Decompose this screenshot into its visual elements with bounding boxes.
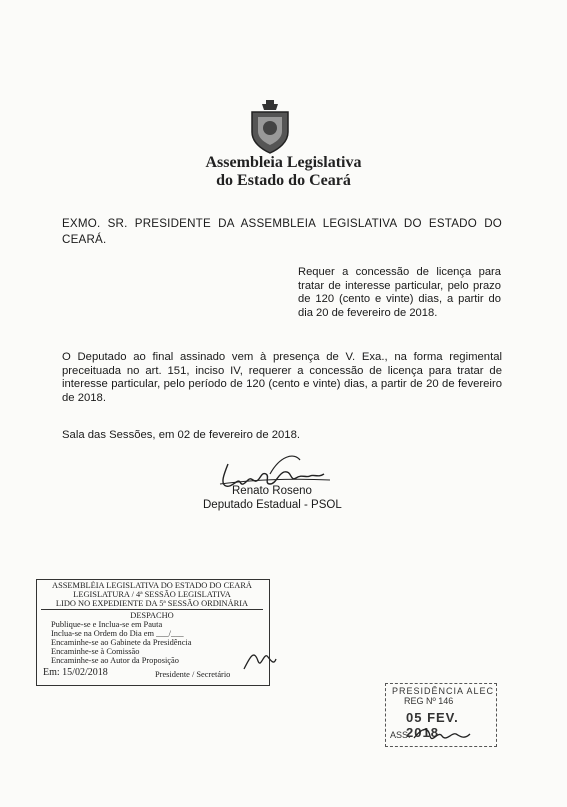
stamp-line-1: ASSEMBLÉIA LEGISLATIVA DO ESTADO DO CEARÁ [52, 581, 252, 590]
institution-name: Assembleia Legislativa [205, 154, 362, 171]
handwritten-signature [200, 444, 360, 490]
stamp-date: Em: 15/02/2018 [43, 667, 108, 678]
signatory-role: Deputado Estadual - PSOL [203, 499, 342, 511]
despacho-stamp [36, 579, 270, 686]
stamp-option-1: Publique-se e Inclua-se em Pauta [51, 620, 163, 629]
protocol-stamp [385, 683, 497, 747]
handwritten-initials [240, 645, 280, 675]
protocol-ass: ASS. [390, 730, 411, 740]
protocol-date: 05 FEV. 2018 [406, 710, 459, 740]
stamp-line-3: LIDO NO EXPEDIENTE DA 5ª SESSÃO ORDINÁRIA [55, 599, 249, 608]
protocol-reg: REG Nº 146 [404, 696, 454, 706]
place-date: Sala das Sessões, em 02 de fevereiro de 2018. [62, 429, 301, 441]
stamp-heading: DESPACHO [41, 609, 263, 620]
stamp-option-2: Inclua-se na Ordem do Dia em ___/___ [51, 629, 184, 638]
protocol-signature [412, 724, 482, 744]
stamp-line-2: LEGISLATURA / 4ª SESSÃO LEGISLATIVA [73, 590, 231, 599]
signatory-name: Renato Roseno [232, 485, 312, 497]
stamp-option-3: Encaminhe-se ao Gabinete da Presidência [51, 638, 192, 647]
state-crest-logo [248, 100, 292, 154]
stamp-option-5: Encaminhe-se ao Autor da Proposição [51, 656, 179, 665]
request-body: O Deputado ao final assinado vem à presença de V. Exa., na forma regimental preceituada no art. 151, inciso IV, requerer a concessão de licença para tratar de interesse particular, pelo período de 120 (cento e vinte) dias, a partir de 20 de fevereiro de 2018. [62, 351, 502, 404]
stamp-option-4: Encaminhe-se à Comissão [51, 647, 140, 656]
protocol-line-1: PRESIDÊNCIA ALEC [392, 686, 495, 696]
institution-subtitle: do Estado do Ceará [216, 172, 351, 189]
addressee-line: EXMO. SR. PRESIDENTE DA ASSEMBLEIA LEGISLATIVA DO ESTADO DO CEARÁ. [62, 217, 502, 246]
stamp-role: Presidente / Secretário [155, 670, 231, 679]
request-summary: Requer a concessão de licença para tratar de interesse particular, pelo prazo de 120 (cento e vinte) dias, a partir do dia 20 de fevereiro de 2018. [298, 266, 501, 319]
